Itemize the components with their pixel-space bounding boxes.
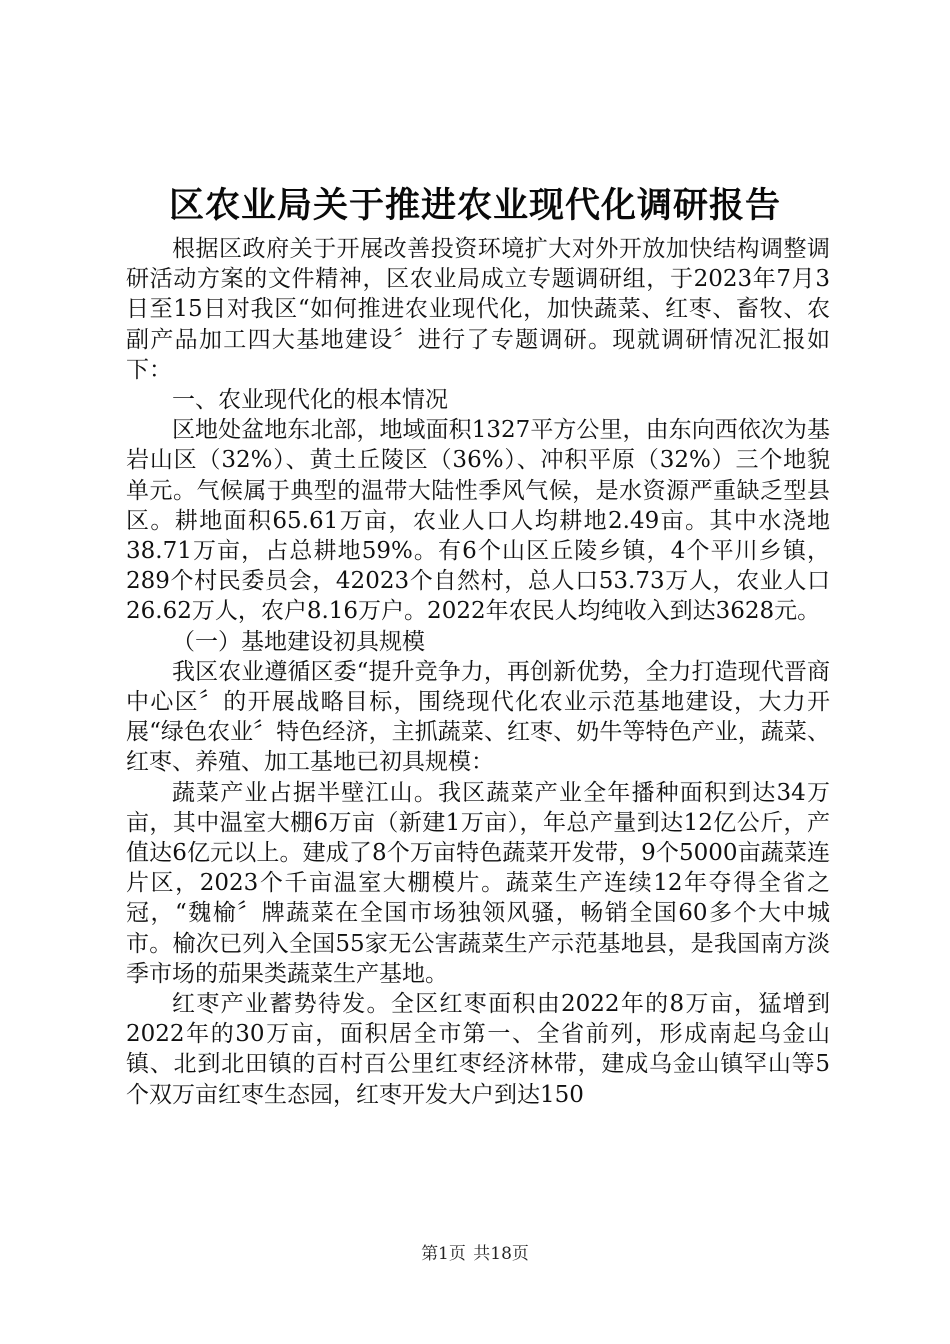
- paragraph-intro: 根据区政府关于开展改善投资环境扩大对外开放加快结构调整调研活动方案的文件精神，区农业局成立专题调研组，于2023年7月3日至15日对我区“如何推进农业现代化，加快蔬菜、红枣、畜牧、农副产品加工四大基地建设〞进行了专题调研。现就调研情况汇报如下：: [126, 236, 830, 383]
- paragraph-jujube-industry: 红枣产业蓄势待发。全区红枣面积由2022年的8万亩，猛增到2022年的30万亩，面积居全市第一、全省前列，形成南起乌金山镇、北到北田镇的百村百公里红枣经济林带，建成乌金山镇罕山等5个双万亩红枣生态园，红枣开发大户到达150: [126, 991, 830, 1108]
- document-title: 区农业局关于推进农业现代化调研报告: [168, 186, 781, 226]
- paragraph-vegetable-industry: 蔬菜产业占据半壁江山。我区蔬菜产业全年播种面积到达34万亩，其中温室大棚6万亩（新建1万亩），年总产量到达12亿公斤，产值达6亿元以上。建成了8个万亩特色蔬菜开发带，9个5000亩蔬菜连片区，2023个千亩温室大棚模片。蔬菜生产连续12年夺得全省之冠，“魏榆〞牌蔬菜在全国市场独领风骚，畅销全国60多个大中城市。榆次已列入全国55家无公害蔬菜生产示范基地县，是我国南方淡季市场的茄果类蔬菜生产基地。: [126, 779, 830, 987]
- page-footer: [0, 1243, 950, 1265]
- page-number: 第1页: [421, 1244, 466, 1264]
- paragraph-agriculture-strategy: 我区农业遵循区委“提升竞争力，再创新优势，全力打造现代晋商中心区〞的开展战略目标，围绕现代化农业示范基地建设，大力开展“绿色农业〞特色经济，主抓蔬菜、红枣、奶牛等特色产业，蔬菜、红枣、养殖、加工基地已初具规模：: [126, 658, 830, 776]
- subsection-heading-base-construction: （一）基地建设初具规模: [172, 628, 425, 655]
- section-heading-basic-situation: 一、农业现代化的根本情况: [172, 387, 448, 414]
- page-total: 共18页: [473, 1244, 529, 1264]
- paragraph-region-overview: 区地处盆地东北部，地域面积1327平方公里，由东向西依次为基岩山区（32%）、黄土丘陵区（36%）、冲积平原（32%）三个地貌单元。气候属于典型的温带大陆性季风气候，是水资源严重缺乏型县区。耕地面积65.61万亩，农业人口人均耕地2.49亩。其中水浇地38.71万亩，占总耕地59%。有6个山区丘陵乡镇，4个平川乡镇，289个村民委员会，42023个自然村，总人口53.73万人，农业人口26.62万人，农户8.16万户。2022年农民人均纯收入到达3628元。: [126, 417, 830, 625]
- document-body: [126, 234, 830, 1110]
